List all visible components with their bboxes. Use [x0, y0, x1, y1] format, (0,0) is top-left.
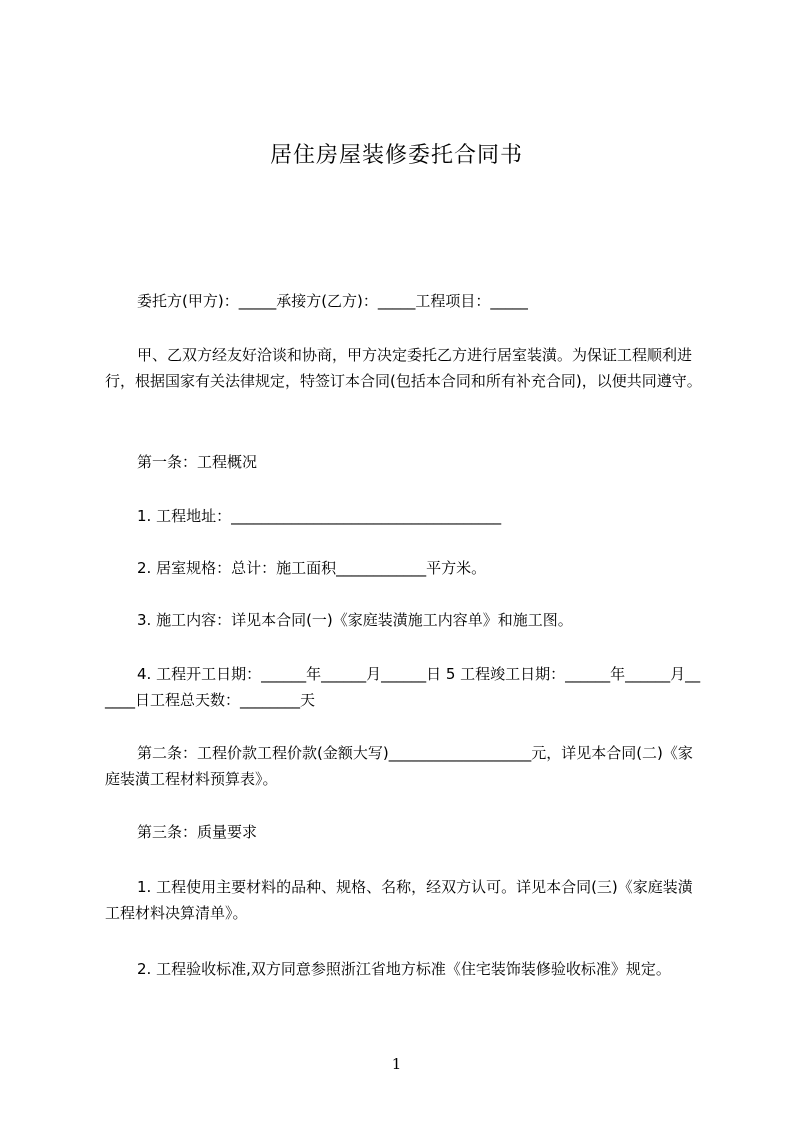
page-number: 1	[391, 1055, 402, 1073]
intro-paragraph: 甲、乙双方经友好洽谈和协商，甲方决定委托乙方进行居室装潢。为保证工程顺利进行，根据国家有关法律规定，特签订本合同(包括本合同和所有补充合同)，以便共同遵守。	[105, 346, 702, 390]
article-2-price: 第二条：工程价款工程价款(金额大写)___________________元，详见本合同(二)《家庭装潢工程材料预算表》。	[105, 744, 693, 788]
document-title: 居住房屋装修委托合同书	[269, 143, 523, 168]
construction-content-item: 3. 施工内容：详见本合同(一)《家庭装潢施工内容单》和施工图。	[137, 611, 573, 629]
acceptance-standard-item: 2. 工程验收标准,双方同意参照浙江省地方标准《住宅装饰装修验收标准》规定。	[137, 960, 671, 978]
parties-line: 委托方(甲方)：_____承接方(乙方)：_____工程项目：_____	[137, 292, 528, 310]
article-1-heading: 第一条：工程概况	[137, 453, 258, 471]
materials-item: 1. 工程使用主要材料的品种、规格、名称，经双方认可。详见本合同(三)《家庭装潢工程材料决算清单》。	[105, 878, 693, 922]
room-spec-item: 2. 居室规格：总计：施工面积____________平方米。	[137, 559, 487, 577]
article-3-heading: 第三条：质量要求	[137, 823, 258, 841]
project-address-item: 1. 工程地址：____________________________________	[137, 507, 502, 525]
project-dates-item: 4. 工程开工日期：______年______月______日 5 工程竣工日期：______年______月______日工程总天数：________天	[105, 665, 701, 709]
